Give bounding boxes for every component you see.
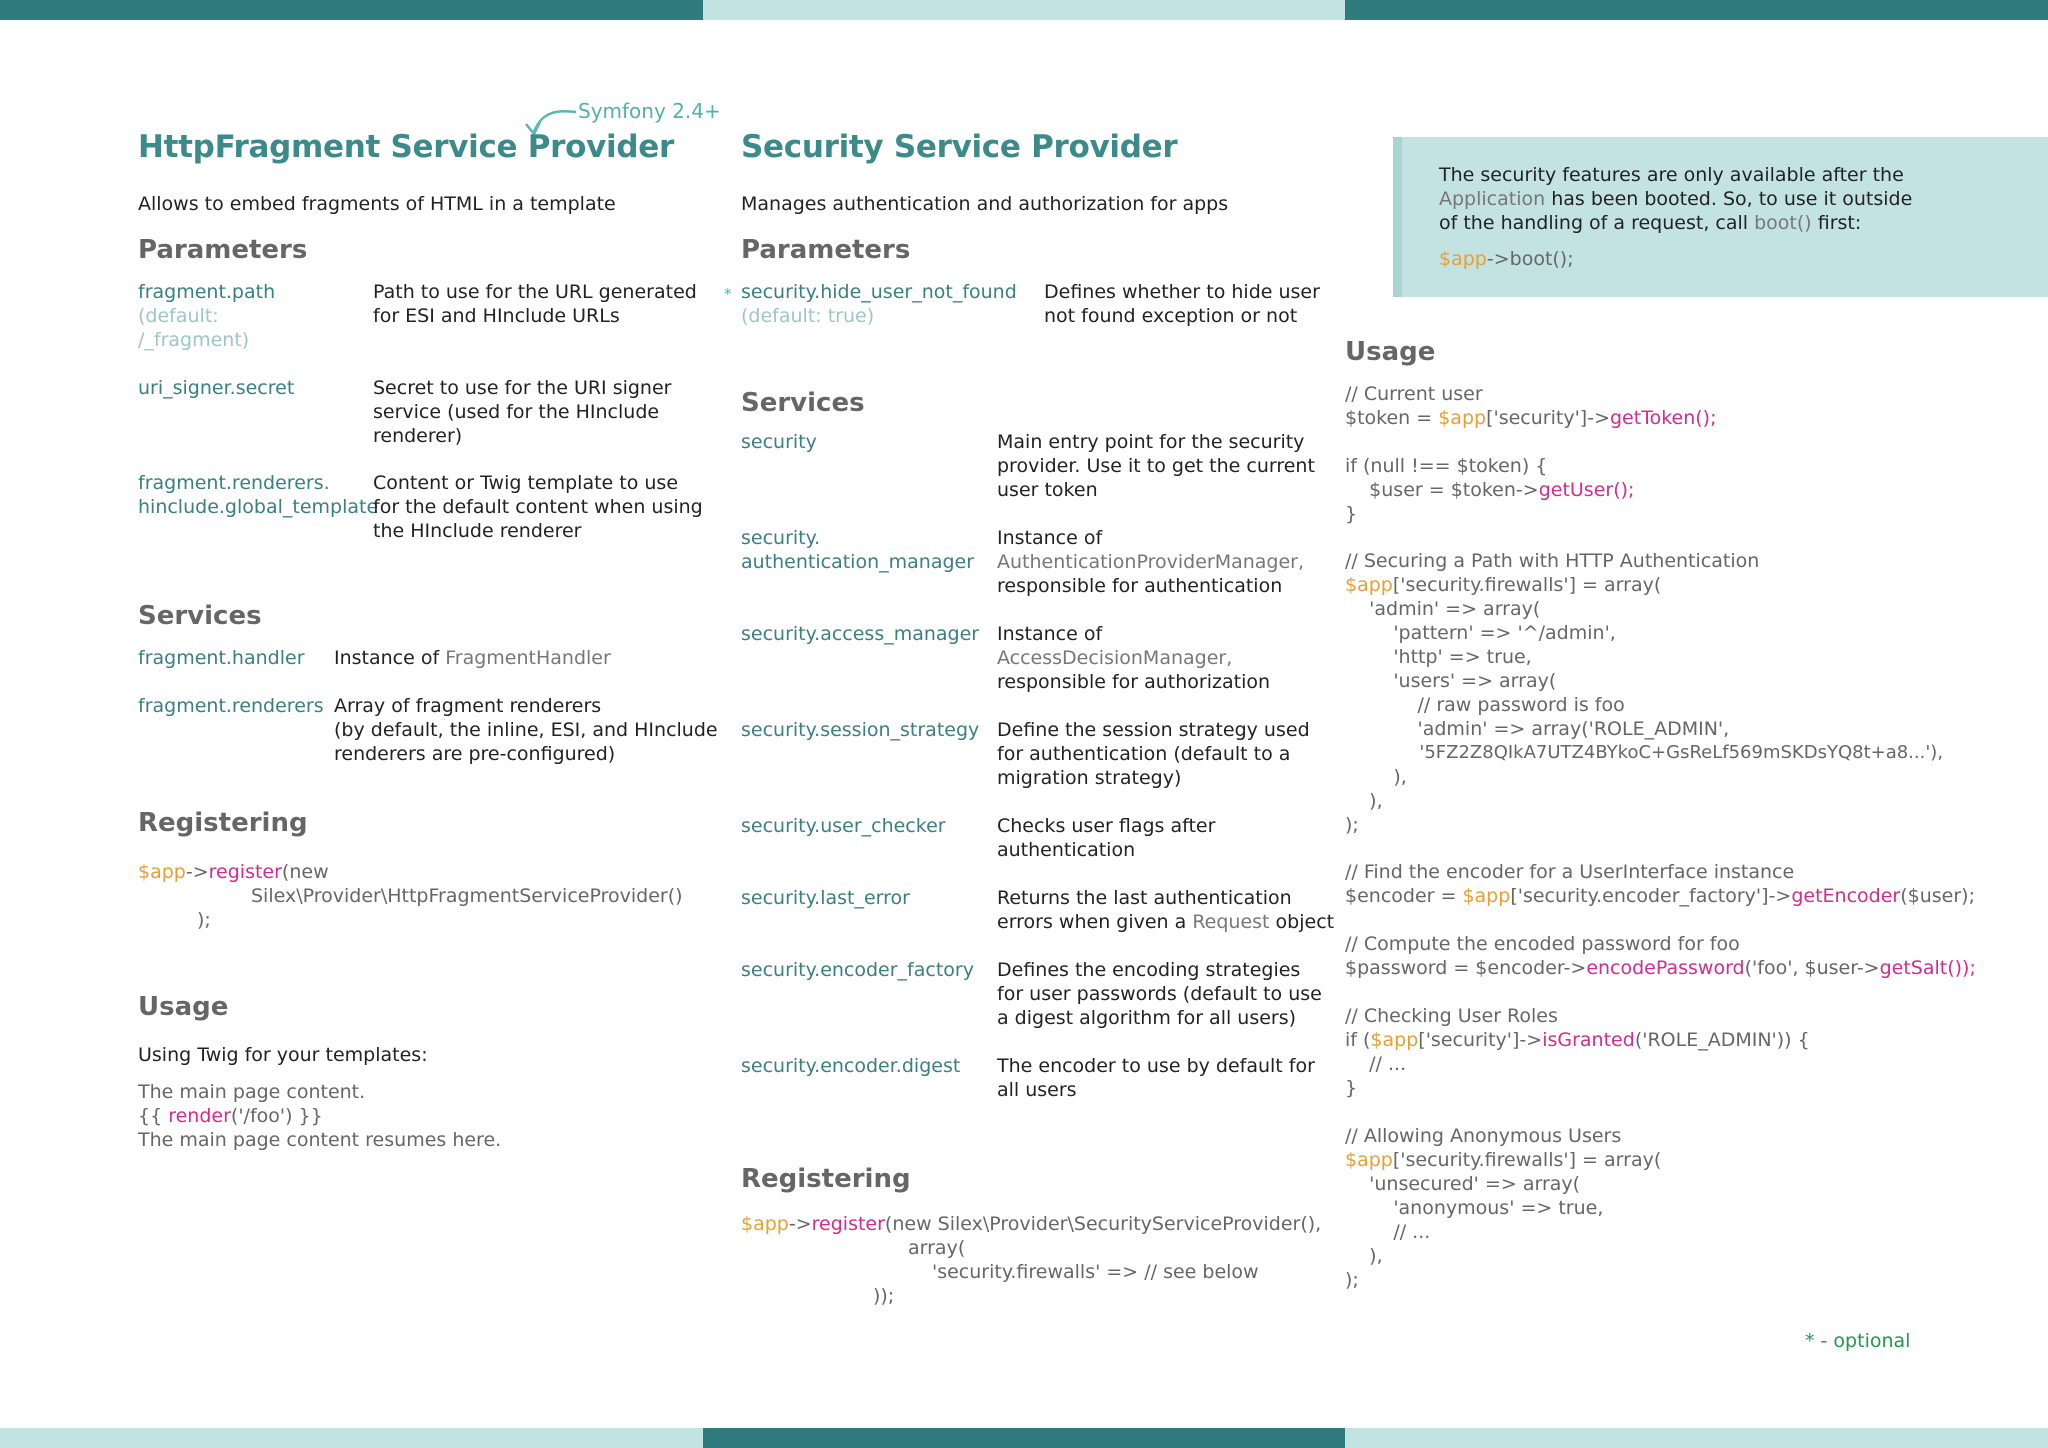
top-bar-right: [1345, 0, 2048, 20]
note-text: first:: [1811, 212, 1862, 234]
note-line: The security features are only available after the: [1439, 164, 1904, 186]
usage-intro: Using Twig for your templates:: [138, 1044, 428, 1066]
service-key: security: [741, 431, 817, 453]
version-note: Symfony 2.4+: [578, 99, 721, 123]
param-desc: Secret to use for the URI signer: [373, 377, 672, 399]
code-text: ('/foo') }}: [230, 1105, 323, 1127]
service-desc: Returns the last authentication: [997, 887, 1292, 909]
twig-code-line: The main page content resumes here.: [138, 1129, 502, 1151]
service-desc: responsible for authentication: [997, 575, 1283, 597]
code-line: [1345, 1148, 1661, 1172]
code-text: ('ROLE_ADMIN')) {: [1634, 1029, 1810, 1051]
code-line: [1345, 884, 1975, 908]
code-method: getEncoder: [1791, 885, 1901, 907]
twig-code-line: The main page content.: [138, 1081, 366, 1103]
code-var: $app: [138, 861, 186, 883]
code-line: [1345, 406, 1717, 430]
bottom-bar-left: [0, 1428, 703, 1448]
register-code-line: [138, 860, 329, 884]
service-desc-text: Instance of: [334, 647, 446, 669]
code-var: $app: [741, 1213, 789, 1235]
code-line: );: [1345, 814, 1359, 836]
code-line: 'users' => array(: [1345, 670, 1557, 692]
code-method: register: [811, 1213, 885, 1235]
twig-code-line: [138, 1104, 323, 1128]
param-key: security.hide_user_not_found: [741, 281, 1017, 303]
class-name: Request: [1192, 911, 1270, 933]
code-line: 'admin' => array('ROLE_ADMIN',: [1345, 718, 1730, 740]
code-line: // ...: [1345, 1221, 1431, 1243]
code-text: {{: [138, 1105, 169, 1127]
service-desc: migration strategy): [997, 767, 1182, 789]
service-key: fragment.handler: [138, 647, 305, 669]
optional-footnote: * - optional: [1805, 1330, 1911, 1352]
services-heading: Services: [138, 601, 262, 631]
service-desc: Checks user flags after: [997, 815, 1216, 837]
page-title: Security Service Provider: [741, 129, 1178, 165]
param-desc: for the default content when using: [373, 496, 703, 518]
registering-heading: Registering: [138, 808, 308, 838]
service-desc: Define the session strategy used: [997, 719, 1310, 741]
param-key: fragment.renderers.: [138, 472, 330, 494]
param-desc: not found exception or not: [1044, 305, 1298, 327]
code-text: ['security']->: [1486, 407, 1610, 429]
service-desc-text: object: [1269, 911, 1335, 933]
service-desc: (by default, the inline, ESI, and HInclude: [334, 719, 718, 741]
parameters-heading: Parameters: [741, 235, 911, 265]
code-method: render: [168, 1105, 231, 1127]
code-line: 'admin' => array(: [1345, 598, 1541, 620]
service-desc: a digest algorithm for all users): [997, 1007, 1297, 1029]
param-key: hinclude.global_template: [138, 496, 379, 518]
service-key: security.access_manager: [741, 623, 980, 645]
service-key: authentication_manager: [741, 551, 975, 573]
param-desc: for ESI and HInclude URLs: [373, 305, 620, 327]
code-line: 'anonymous' => true,: [1345, 1197, 1604, 1219]
provider-description: Allows to embed fragments of HTML in a template: [138, 193, 616, 215]
service-key: security.session_strategy: [741, 719, 980, 741]
service-desc: [334, 646, 611, 670]
service-desc: all users: [997, 1079, 1077, 1101]
services-heading: Services: [741, 388, 865, 418]
service-desc: responsible for authorization: [997, 671, 1271, 693]
service-desc: authentication: [997, 839, 1136, 861]
service-key: security.: [741, 527, 821, 549]
code-line: ),: [1345, 1245, 1383, 1267]
service-desc: [997, 910, 1334, 934]
code-text: ->: [185, 861, 209, 883]
service-desc: Instance of: [997, 527, 1103, 549]
boot-note-box: [1393, 137, 2048, 297]
code-comment: // Allowing Anonymous Users: [1345, 1125, 1622, 1147]
service-desc: Instance of: [997, 623, 1103, 645]
class-name: AuthenticationProviderManager,: [997, 551, 1305, 573]
code-text: $token =: [1345, 407, 1439, 429]
class-name: FragmentHandler: [445, 647, 611, 669]
param-default: /_fragment): [138, 329, 250, 351]
code-line: 'pattern' => '^/admin',: [1345, 622, 1616, 644]
parameters-heading: Parameters: [138, 235, 308, 265]
code-text: $user = $token->: [1345, 479, 1539, 501]
note-line: [1439, 211, 1861, 235]
code-line: [1345, 1028, 1810, 1052]
note-code: [1439, 247, 1574, 271]
code-method: getUser();: [1538, 479, 1635, 501]
register-code-line: 'security.firewalls' => // see below: [932, 1261, 1259, 1283]
note-text: has been booted. So, to use it outside: [1545, 188, 1913, 210]
code-var: $app: [1439, 248, 1487, 270]
code-var: $app: [1370, 1029, 1419, 1051]
code-line: if (null !== $token) {: [1345, 455, 1548, 477]
code-comment: // Compute the encoded password for foo: [1345, 933, 1740, 955]
service-desc: The encoder to use by default for: [997, 1055, 1315, 1077]
code-line: // ...: [1345, 1053, 1407, 1075]
service-desc: provider. Use it to get the current: [997, 455, 1315, 477]
param-desc: Path to use for the URL generated: [373, 281, 697, 303]
param-key: uri_signer.secret: [138, 377, 295, 399]
code-line: 'unsecured' => array(: [1345, 1173, 1581, 1195]
code-text: ->boot();: [1486, 248, 1574, 270]
code-method: isGranted: [1542, 1029, 1635, 1051]
code-var: $app: [1462, 885, 1511, 907]
code-line: // raw password is foo: [1345, 694, 1625, 716]
code-text: if (: [1345, 1029, 1371, 1051]
param-default: (default:: [138, 305, 219, 327]
class-name: AccessDecisionManager,: [997, 647, 1233, 669]
service-key: security.encoder_factory: [741, 959, 974, 981]
note-text: of the handling of a request, call: [1439, 212, 1755, 234]
register-code-line: Silex\Provider\HttpFragmentServiceProvider(): [251, 885, 683, 907]
usage-heading: Usage: [1345, 337, 1436, 367]
code-line: ),: [1345, 766, 1407, 788]
param-desc: service (used for the HInclude: [373, 401, 660, 423]
note-line: [1439, 187, 1912, 211]
service-desc-text: errors when given a: [997, 911, 1193, 933]
code-text: ($user);: [1900, 885, 1975, 907]
code-line: '5FZ2Z8QIkA7UTZ4BYkoC+GsReLf569mSKDsYQ8t+a8...'),: [1345, 742, 1944, 763]
service-desc: user token: [997, 479, 1098, 501]
code-text: ['security.firewalls'] = array(: [1392, 574, 1662, 596]
bottom-bar-middle: [703, 1428, 1345, 1448]
provider-description: Manages authentication and authorization for apps: [741, 193, 1229, 215]
service-desc: for user passwords (default to use: [997, 983, 1322, 1005]
code-text: ['security.encoder_factory']->: [1510, 885, 1792, 907]
code-text: ->: [788, 1213, 812, 1235]
service-key: security.user_checker: [741, 815, 946, 837]
code-line: ),: [1345, 790, 1383, 812]
register-code-line: );: [197, 909, 211, 931]
service-desc: for authentication (default to a: [997, 743, 1291, 765]
registering-heading: Registering: [741, 1164, 911, 1194]
code-method: encodePassword: [1586, 957, 1745, 979]
param-default: (default: true): [741, 305, 875, 327]
register-code-line: ));: [873, 1285, 895, 1307]
top-bar-middle: [703, 0, 1345, 20]
code-text: ('foo', $user->: [1744, 957, 1880, 979]
code-text: ['security']->: [1418, 1029, 1543, 1051]
code-method: boot(): [1754, 212, 1812, 234]
code-var: $app: [1345, 1149, 1393, 1171]
register-code-line: array(: [908, 1237, 966, 1259]
code-line: }: [1345, 503, 1358, 525]
param-desc: Content or Twig template to use: [373, 472, 679, 494]
service-key: security.encoder.digest: [741, 1055, 961, 1077]
param-desc: the HInclude renderer: [373, 520, 582, 542]
code-comment: // Securing a Path with HTTP Authentication: [1345, 550, 1760, 572]
optional-star-icon: *: [724, 285, 732, 303]
code-method: getToken();: [1610, 407, 1717, 429]
code-var: $app: [1345, 574, 1393, 596]
code-text: $password = $encoder->: [1345, 957, 1587, 979]
code-var: $app: [1438, 407, 1487, 429]
usage-heading: Usage: [138, 992, 229, 1022]
code-line: [1345, 573, 1661, 597]
code-line: );: [1345, 1269, 1359, 1291]
param-desc: Defines whether to hide user: [1044, 281, 1320, 303]
code-text: (new Silex\Provider\SecurityServiceProvider(),: [884, 1213, 1322, 1235]
code-text: ['security.firewalls'] = array(: [1392, 1149, 1662, 1171]
param-desc: renderer): [373, 425, 463, 447]
code-line: 'http' => true,: [1345, 646, 1532, 668]
top-bar-left: [0, 0, 703, 20]
service-key: security.last_error: [741, 887, 910, 909]
class-name: Application: [1439, 188, 1546, 210]
code-method: getSalt());: [1879, 957, 1976, 979]
page-title: HttpFragment Service Provider: [138, 129, 674, 165]
register-code-line: [741, 1212, 1321, 1236]
service-key: fragment.renderers: [138, 695, 324, 717]
code-line: [1345, 956, 1976, 980]
param-key: fragment.path: [138, 281, 276, 303]
service-desc: Main entry point for the security: [997, 431, 1305, 453]
service-desc: Defines the encoding strategies: [997, 959, 1301, 981]
bottom-bar-right: [1345, 1428, 2048, 1448]
code-comment: // Checking User Roles: [1345, 1005, 1558, 1027]
code-line: [1345, 478, 1634, 502]
code-text: (new: [281, 861, 329, 883]
service-desc: Array of fragment renderers: [334, 695, 602, 717]
code-method: register: [208, 861, 282, 883]
code-text: $encoder =: [1345, 885, 1463, 907]
code-comment: // Current user: [1345, 383, 1483, 405]
code-comment: // Find the encoder for a UserInterface instance: [1345, 861, 1795, 883]
service-desc: renderers are pre-configured): [334, 743, 616, 765]
code-line: }: [1345, 1077, 1358, 1099]
